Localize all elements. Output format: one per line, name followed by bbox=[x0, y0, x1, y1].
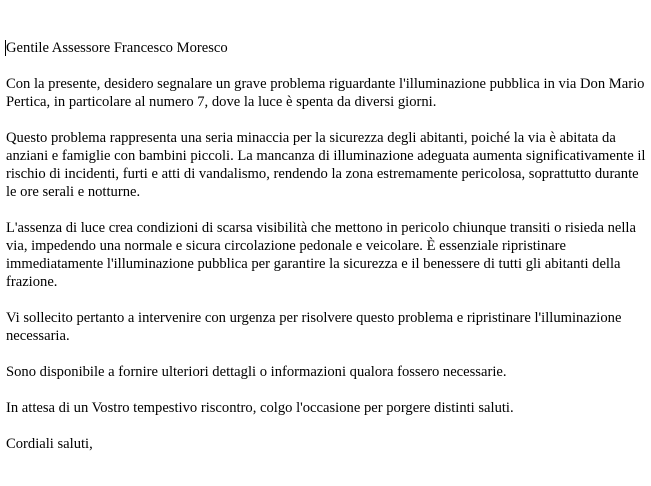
letter-paragraph-4: Vi sollecito pertanto a intervenire con urgenza per risolvere questo problema e ripristinare l'illuminazione necessaria. bbox=[6, 310, 622, 344]
document-body[interactable] bbox=[6, 39, 648, 471]
letter-paragraph-3: L'assenza di luce crea condizioni di scarsa visibilità che mettono in pericolo chiunque transiti o risieda nella via, impedendo una normale e sicura circolazione pedonale e veicolare. È essenziale ripristinare immediatamente l'illuminazione pubblica per garantire la sicurezza e il benessere di tutti gli abitanti della frazione. bbox=[6, 220, 636, 290]
letter-closing: Cordiali saluti, bbox=[6, 436, 93, 452]
letter-paragraph-1: Con la presente, desidero segnalare un grave problema riguardante l'illuminazione pubblica in via Don Mario Pertica, in particolare al numero 7, dove la luce è spenta da diversi giorni. bbox=[6, 76, 645, 110]
greeting-text: Gentile Assessore Francesco Moresco bbox=[6, 40, 228, 56]
letter-paragraph-5: Sono disponibile a fornire ulteriori dettagli o informazioni qualora fossero necessarie. bbox=[6, 364, 507, 380]
text-cursor bbox=[5, 40, 6, 56]
letter-paragraph-6: In attesa di un Vostro tempestivo riscontro, colgo l'occasione per porgere distinti saluti. bbox=[6, 400, 514, 416]
letter-paragraph-2: Questo problema rappresenta una seria minaccia per la sicurezza degli abitanti, poiché la via è abitata da anziani e famiglie con bambini piccoli. La mancanza di illuminazione adeguata aumenta significativamente il rischio di incidenti, furti e atti di vandalismo, rendendo la zona estremamente pericolosa, soprattutto durante le ore serali e notturne. bbox=[6, 130, 646, 200]
letter-greeting bbox=[6, 39, 648, 57]
